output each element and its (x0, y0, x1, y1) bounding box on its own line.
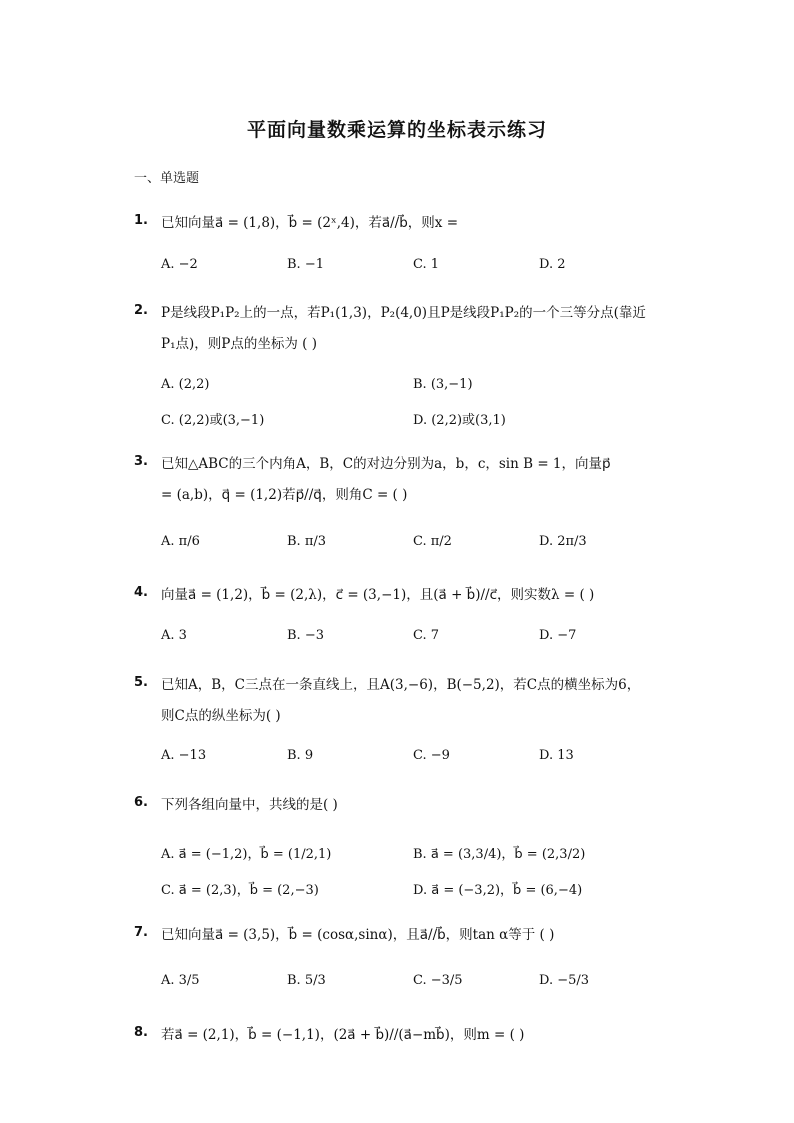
question-stem: 已知△ABC的三个内角A，B，C的对边分别为a，b，c，sin B = 1，向量p⃗ (161, 456, 611, 472)
question-stem: 已知A，B，C三点在一条直线上，且A(3,−6)，B(−5,2)，若C点的横坐标为6， (161, 677, 641, 693)
option-a: A. 3/5 (161, 973, 200, 988)
question-number: 2. (134, 303, 148, 318)
page-title: 平面向量数乘运算的坐标表示练习 (246, 119, 547, 141)
option-b: B. −1 (287, 257, 324, 272)
question-stem: 已知向量a⃗ = (3,5)，b⃗ = (cosα,sinα)，且a⃗//b⃗，则tan α等于 ( ) (161, 927, 555, 943)
option-b: B. −3 (287, 628, 324, 643)
option-c: C. 1 (413, 257, 440, 272)
question-stem: 已知向量a⃗ = (1,8)，b⃗ = (2ˣ,4)，若a⃗//b⃗，则x = (161, 215, 459, 231)
question-number: 1. (134, 213, 148, 228)
option-c: C. −3/5 (413, 973, 463, 988)
question-stem: 向量a⃗ = (1,2)，b⃗ = (2,λ)，c⃗ = (3,−1)，且(a⃗ + b⃗)//c⃗，则实数λ = ( ) (161, 587, 595, 603)
question-number: 4. (134, 585, 148, 600)
option-c: C. 7 (413, 628, 440, 643)
section-heading: 一、单选题 (134, 171, 200, 186)
option-d: D. −7 (539, 628, 577, 643)
question-number: 3. (134, 454, 148, 469)
option-b: B. 9 (287, 748, 314, 763)
option-c: C. a⃗ = (2,3)，b⃗ = (2,−3) (161, 883, 319, 898)
question-stem-cont: = (a,b)，q⃗ = (1,2)若p⃗//q⃗，则角C = ( ) (161, 487, 408, 503)
option-d: D. (2,2)或(3,1) (413, 413, 506, 428)
option-a: A. π/6 (161, 534, 200, 549)
option-c: C. π/2 (413, 534, 452, 549)
question-number: 5. (134, 675, 148, 690)
question-stem: 若a⃗ = (2,1)，b⃗ = (−1,1)，(2a⃗ + b⃗)//(a⃗−mb⃗)，则m = ( ) (161, 1027, 525, 1043)
question-stem-cont: 则C点的纵坐标为( ) (161, 708, 281, 724)
option-d: D. 2π/3 (539, 534, 587, 549)
option-d: D. a⃗ = (−3,2)，b⃗ = (6,−4) (413, 883, 583, 898)
question-stem: P是线段P₁P₂上的一点，若P₁(1,3)，P₂(4,0)且P是线段P₁P₂的一个三等分点(靠近 (161, 305, 646, 321)
question-stem-cont: P₁点)，则P点的坐标为 ( ) (161, 336, 317, 352)
question-number: 8. (134, 1025, 148, 1040)
option-d: D. −5/3 (539, 973, 590, 988)
question-number: 7. (134, 925, 148, 940)
option-b: B. 5/3 (287, 973, 326, 988)
option-a: A. a⃗ = (−1,2)，b⃗ = (1/2,1) (161, 847, 332, 862)
question-number: 6. (134, 795, 148, 810)
option-d: D. 2 (539, 257, 566, 272)
option-a: A. (2,2) (161, 377, 210, 392)
option-b: B. (3,−1) (413, 377, 473, 392)
question-stem: 下列各组向量中，共线的是( ) (161, 797, 338, 813)
option-a: A. −13 (161, 748, 207, 763)
option-a: A. −2 (161, 257, 198, 272)
option-c: C. −9 (413, 748, 450, 763)
option-a: A. 3 (161, 628, 187, 643)
option-c: C. (2,2)或(3,−1) (161, 413, 265, 428)
option-d: D. 13 (539, 748, 574, 763)
option-b: B. π/3 (287, 534, 327, 549)
option-b: B. a⃗ = (3,3/4)，b⃗ = (2,3/2) (413, 847, 586, 862)
